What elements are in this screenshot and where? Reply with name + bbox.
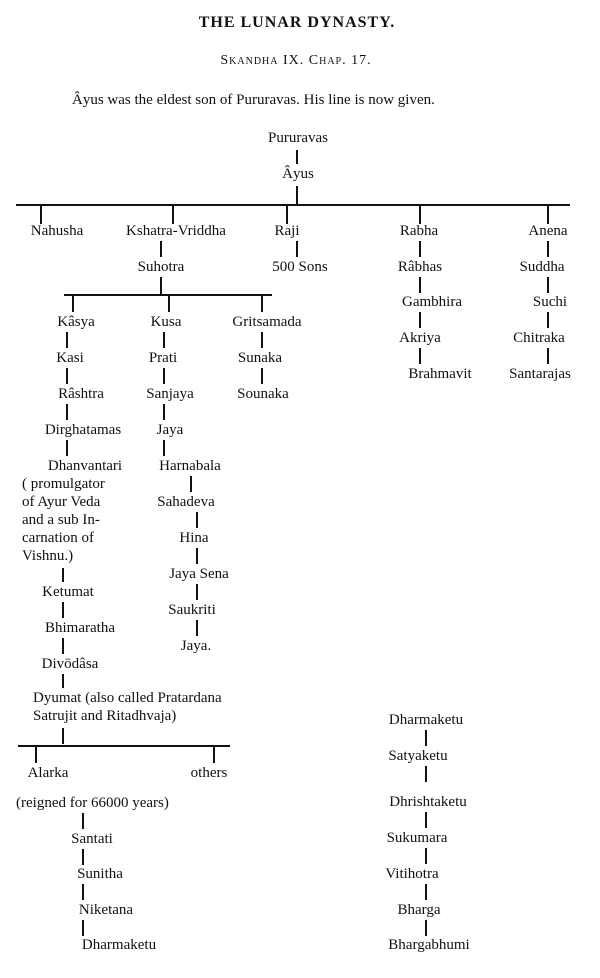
dhanvantari-note-line: carnation of: [22, 530, 95, 546]
connector-line: [160, 277, 162, 294]
connector-line: [82, 920, 84, 936]
node-brahmavit: Brahmavit: [408, 366, 472, 382]
connector-line: [425, 812, 427, 828]
connector-line: [163, 368, 165, 384]
sons-bar: [16, 204, 570, 206]
connector-line: [66, 368, 68, 384]
node-kusa: Kusa: [150, 314, 182, 330]
node-harnabala: Harnabala: [159, 458, 221, 474]
node-nahusha: Nahusha: [30, 223, 84, 239]
connector-line: [40, 204, 42, 224]
connector-line: [425, 730, 427, 746]
node-kasya: Kâsya: [57, 314, 95, 330]
connector-line: [66, 332, 68, 348]
node-dhanvantari: Dhanvantari: [47, 458, 123, 474]
connector-line: [425, 920, 427, 936]
node-dyumat: Dyumat (also called Pratardana: [33, 690, 222, 706]
node-rabhas: Râbhas: [397, 259, 443, 275]
node-satyaketu: Satyaketu: [388, 748, 448, 764]
node-jaya: Jaya: [156, 422, 184, 438]
node-sukumara: Sukumara: [386, 830, 448, 846]
connector-line: [172, 204, 174, 224]
node-alarka: Alarka: [27, 765, 69, 781]
node-dharmaketu-alarka: Dharmaketu: [81, 937, 157, 953]
node-dharmaketu: Dharmaketu: [388, 712, 464, 728]
connector-line: [62, 674, 64, 688]
connector-line: [286, 204, 288, 224]
connector-line: [419, 277, 421, 293]
connector-line: [62, 568, 64, 582]
dhanvantari-note-line: of Ayur Veda: [22, 494, 101, 510]
alarka-note: (reigned for 66000 years): [16, 795, 169, 811]
node-pururavas: Pururavas: [268, 130, 328, 146]
connector-line: [160, 241, 162, 257]
node-saukriti: Saukriti: [168, 602, 216, 618]
node-divodasa: Divōdâsa: [41, 656, 99, 672]
connector-line: [66, 404, 68, 420]
node-santarajas: Santarajas: [509, 366, 571, 382]
node-raji: Raji: [274, 223, 300, 239]
node-kasi: Kasi: [56, 350, 84, 366]
connector-line: [419, 312, 421, 328]
connector-line: [190, 476, 192, 492]
connector-line: [419, 204, 421, 224]
connector-line: [66, 440, 68, 456]
connector-line: [163, 440, 165, 456]
node-suhotra: Suhotra: [137, 259, 185, 275]
connector-line: [35, 745, 37, 763]
connector-line: [168, 294, 170, 312]
connector-line: [296, 241, 298, 257]
connector-line: [163, 404, 165, 420]
connector-line: [547, 204, 549, 224]
node-others: others: [190, 765, 228, 781]
node-dhrishtaketu: Dhrishtaketu: [389, 794, 467, 810]
connector-line: [261, 332, 263, 348]
node-dirghatamas: Dirghatamas: [44, 422, 122, 438]
connector-line: [261, 368, 263, 384]
node-sanjaya: Sanjaya: [146, 386, 194, 402]
node-suddha: Suddha: [519, 259, 565, 275]
dhanvantari-note-line: ( promulgator: [22, 476, 105, 492]
page-title: THE LUNAR DYNASTY.: [198, 14, 396, 31]
page-subtitle: Skandha IX. Chap. 17.: [220, 53, 372, 68]
node-sunaka: Sunaka: [237, 350, 283, 366]
connector-line: [419, 348, 421, 364]
connector-line: [296, 186, 298, 204]
node-gritsamada: Gritsamada: [232, 314, 302, 330]
node-gambhira: Gambhira: [402, 294, 462, 310]
node-sahadeva: Sahadeva: [157, 494, 215, 510]
node-santati: Santati: [71, 831, 113, 847]
connector-line: [425, 884, 427, 900]
node-dyumat-aliases: Satrujit and Ritadhvaja): [33, 708, 177, 724]
node-jaya-sena: Jaya Sena: [169, 566, 229, 582]
node-suchi: Suchi: [532, 294, 568, 310]
connector-line: [82, 884, 84, 900]
node-bhimaratha: Bhimaratha: [45, 620, 115, 636]
node-bharga: Bharga: [397, 902, 441, 918]
connector-line: [62, 638, 64, 654]
node-ketumat: Ketumat: [42, 584, 94, 600]
node-chitraka: Chitraka: [513, 330, 565, 346]
connector-line: [547, 241, 549, 257]
node-hina: Hina: [179, 530, 209, 546]
connector-line: [82, 813, 84, 829]
node-kshatra-vriddha: Kshatra-Vriddha: [126, 223, 226, 239]
node-bhargabhumi: Bhargabhumi: [388, 937, 470, 953]
connector-line: [163, 332, 165, 348]
connector-line: [547, 277, 549, 293]
node-jaya-final: Jaya.: [180, 638, 212, 654]
connector-line: [547, 312, 549, 328]
dhanvantari-note-line: Vishnu.): [22, 548, 74, 564]
connector-line: [547, 348, 549, 364]
connector-line: [196, 584, 198, 600]
connector-line: [82, 849, 84, 865]
node-ayus: Âyus: [282, 166, 314, 182]
connector-line: [62, 728, 64, 744]
connector-line: [425, 848, 427, 864]
connector-line: [213, 745, 215, 763]
connector-line: [196, 548, 198, 564]
connector-line: [419, 241, 421, 257]
node-prati: Prati: [148, 350, 178, 366]
intro-text: Âyus was the eldest son of Pururavas. His line is now given.: [72, 92, 435, 108]
node-500-sons: 500 Sons: [272, 259, 328, 275]
connector-line: [196, 620, 198, 636]
connector-line: [296, 150, 298, 164]
node-niketana: Niketana: [78, 902, 134, 918]
node-vitihotra: Vitihotra: [385, 866, 439, 882]
node-anena: Anena: [528, 223, 568, 239]
node-sunitha: Sunitha: [77, 866, 123, 882]
connector-line: [62, 602, 64, 618]
connector-line: [425, 766, 427, 782]
connector-line: [196, 512, 198, 528]
connector-line: [72, 294, 74, 312]
dhanvantari-note-line: and a sub In-: [22, 512, 100, 528]
dyumat-sons-bar: [18, 745, 230, 747]
node-rashtra: Râshtra: [58, 386, 104, 402]
node-rabha: Rabha: [399, 223, 439, 239]
node-sounaka: Sounaka: [237, 386, 289, 402]
connector-line: [261, 294, 263, 312]
node-akriya: Akriya: [399, 330, 441, 346]
